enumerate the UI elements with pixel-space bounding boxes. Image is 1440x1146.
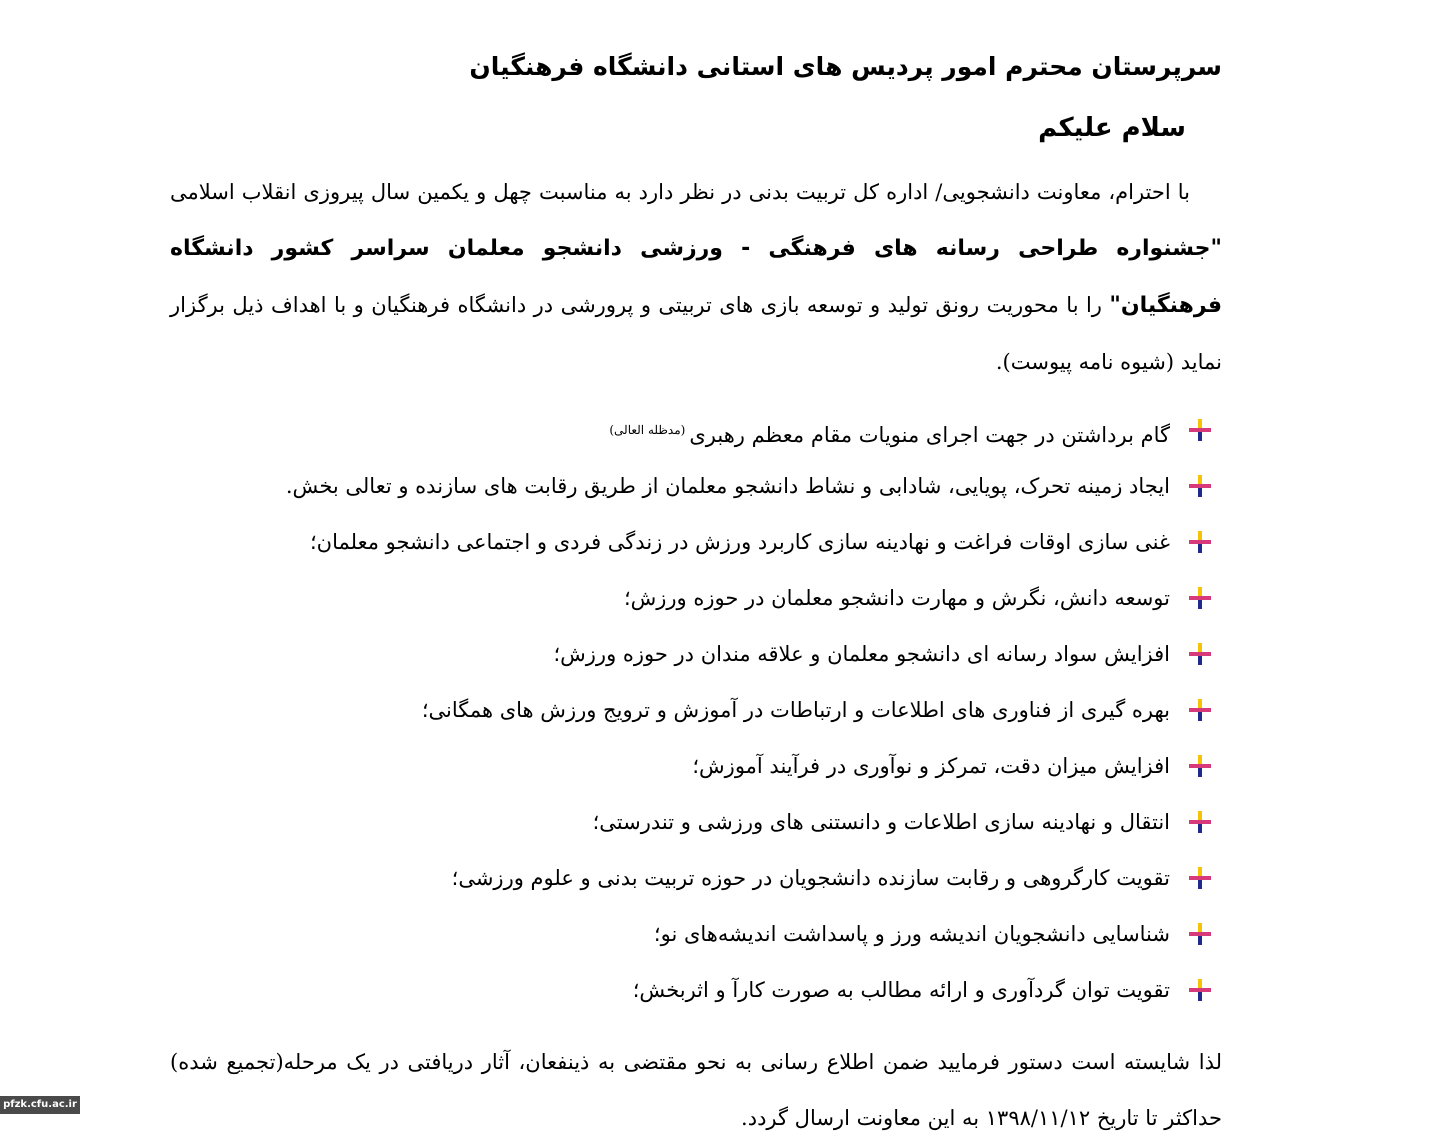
goal-item (170, 640, 1222, 696)
goal-item (170, 528, 1222, 584)
goal-item (170, 920, 1222, 976)
closing-paragraph: لذا شایسته است دستور فرمایید ضمن اطلاع رسانی به نحو مقتضی به ذینفعان، آثار دریافتی در یک مرحله(تجمیع شده) حداکثر تا تاریخ ۱۳۹۸/۱۱/۱۲ به این معاونت ارسال گردد. (170, 1050, 1222, 1130)
greeting: سلام علیکم (1038, 113, 1186, 143)
recipient-heading: سرپرستان محترم امور پردیس های استانی دانشگاه فرهنگیان (469, 52, 1222, 81)
star-bullet-icon (1188, 810, 1212, 834)
star-bullet-icon (1188, 642, 1212, 666)
star-bullet-icon (1188, 866, 1212, 890)
letter-body (170, 40, 1222, 1146)
star-bullet-icon (1188, 754, 1212, 778)
star-bullet-icon (1188, 586, 1212, 610)
star-bullet-icon (1188, 474, 1212, 498)
goal-item (170, 976, 1222, 1032)
goal-text: گام برداشتن در جهت اجرای منویات مقام معظم رهبری (689, 423, 1170, 447)
star-bullet-icon (1188, 418, 1212, 442)
site-watermark: pfzk.cfu.ac.ir (0, 1096, 80, 1114)
goal-text: توسعه دانش، نگرش و مهارت دانشجو معلمان در حوزه ورزش؛ (623, 586, 1170, 610)
intro-paragraph (170, 164, 1222, 390)
goal-item (170, 752, 1222, 808)
goal-text: انتقال و نهادینه سازی اطلاعات و دانستنی های ورزشی و تندرستی؛ (592, 810, 1170, 834)
goals-list (170, 416, 1222, 1032)
goal-text: شناسایی دانشجویان اندیشه ورز و پاسداشت اندیشه‌های نو؛ (653, 922, 1170, 946)
festival-name: "جشنواره طراحی رسانه های فرهنگی - ورزشی دانشجو معلمان سراسر کشور دانشگاه فرهنگیان" (170, 236, 1222, 318)
star-bullet-icon (1188, 978, 1212, 1002)
star-bullet-icon (1188, 530, 1212, 554)
goal-item (170, 416, 1222, 472)
goal-item (170, 808, 1222, 864)
goal-text: بهره گیری از فناوری های اطلاعات و ارتباطات در آموزش و ترویج ورزش های همگانی؛ (421, 698, 1170, 722)
honorific: (مدظله العالی) (609, 423, 686, 437)
goal-item (170, 864, 1222, 920)
goal-text: غنی سازی اوقات فراغت و نهادینه سازی کاربرد ورزش در زندگی فردی و اجتماعی دانشجو معلمان؛ (310, 530, 1170, 554)
goal-text: تقویت توان گردآوری و ارائه مطالب به صورت کارآ و اثربخش؛ (632, 978, 1170, 1002)
goal-text: ایجاد زمینه تحرک، پویایی، شادابی و نشاط دانشجو معلمان از طریق رقابت های سازنده و تعالی بخش. (285, 474, 1170, 498)
goal-item (170, 584, 1222, 640)
intro-text-after: را با محوریت رونق تولید و توسعه بازی های تربیتی و پرورشی در دانشگاه فرهنگیان و با اهداف ذیل برگزار نماید (شیوه نامه پیوست). (170, 293, 1222, 374)
goal-item (170, 696, 1222, 752)
intro-text-before: با احترام، معاونت دانشجویی/ اداره کل تربیت بدنی در نظر دارد به مناسبت چهل و یکمین سال پیروزی انقلاب اسلامی (170, 180, 1190, 204)
star-bullet-icon (1188, 922, 1212, 946)
goal-item (170, 472, 1222, 528)
goal-text: تقویت کارگروهی و رقابت سازنده دانشجویان در حوزه تربیت بدنی و علوم ورزشی؛ (451, 866, 1170, 890)
goal-text: افزایش میزان دقت، تمرکز و نوآوری در فرآیند آموزش؛ (692, 754, 1170, 778)
goal-text: افزایش سواد رسانه ای دانشجو معلمان و علاقه مندان در حوزه ورزش؛ (553, 642, 1170, 666)
star-bullet-icon (1188, 698, 1212, 722)
